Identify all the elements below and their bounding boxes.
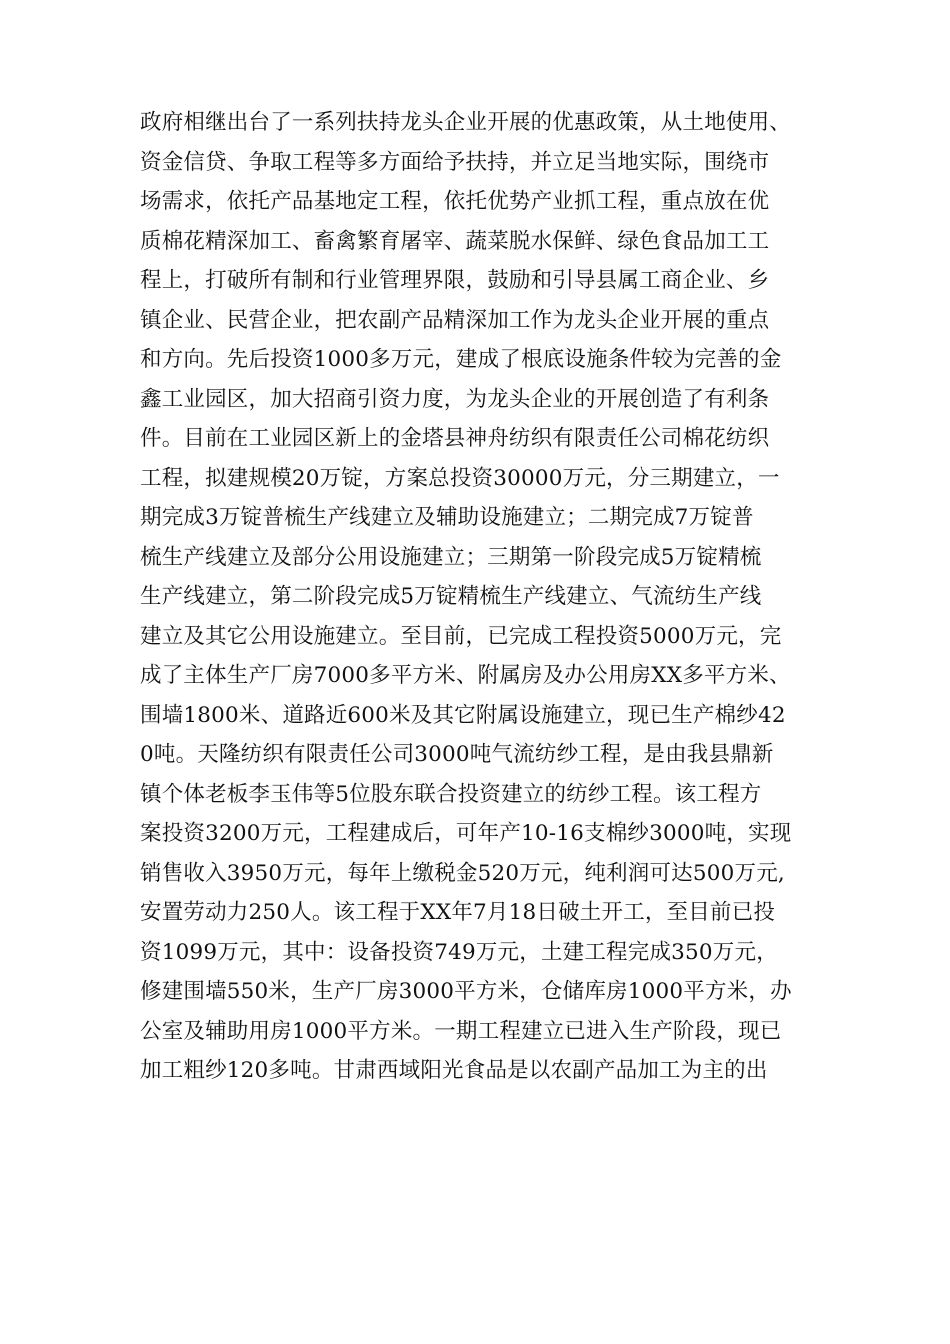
text-line: 梳生产线建立及部分公用设施建立；三期第一阶段完成5万锭精梳: [140, 544, 762, 570]
text-line: 和方向。先后投资1000多万元，建成了根底设施条件较为完善的金: [140, 347, 782, 372]
body-text: [140, 103, 820, 1091]
text-line: 资1099万元，其中：设备投资749万元，土建工程完成350万元，: [140, 939, 778, 965]
text-line: 程上，打破所有制和行业管理界限，鼓励和引导县属工商企业、乡: [140, 268, 770, 293]
text-line: 生产线建立，第二阶段完成5万锭精梳生产线建立、气流纺生产线: [140, 584, 762, 609]
text-line: 政府相继出台了一系列扶持龙头企业开展的优惠政策，从土地使用、: [140, 110, 792, 135]
text-line: 场需求，依托产品基地定工程，依托优势产业抓工程，重点放在优: [140, 189, 770, 214]
text-line: 鑫工业园区，加大招商引资力度，为龙头企业的开展创造了有利条: [140, 386, 770, 412]
text-line: 建立及其它公用设施建立。至目前，已完成工程投资5000万元，完: [140, 623, 782, 649]
text-line: 工程，拟建规模20万锭，方案总投资30000万元，分三期建立，一: [140, 465, 780, 491]
text-line: 围墙1800米、道路近600米及其它附属设施建立，现已生产棉纱42: [140, 702, 786, 728]
text-line: 修建围墙550米，生产厂房3000平方米，仓储库房1000平方米，办: [140, 979, 792, 1004]
text-line: 安置劳动力250人。该工程于XX年7月18日破土开工，至目前已投: [140, 900, 776, 925]
text-line: 案投资3200万元，工程建成后，可年产10-16支棉纱3000吨，实现: [140, 821, 792, 846]
text-line: 质棉花精深加工、畜禽繁育屠宰、蔬菜脱水保鲜、绿色食品加工工: [140, 228, 770, 254]
text-line: 成了主体生产厂房7000多平方米、附属房及办公用房XX多平方米、: [140, 663, 791, 688]
text-line: 加工粗纱120多吨。甘肃西域阳光食品是以农副产品加工为主的出: [140, 1058, 768, 1083]
text-line: 镇企业、民营企业，把农副产品精深加工作为龙头企业开展的重点: [140, 307, 770, 333]
text-line: 镇个体老板李玉伟等5位股东联合投资建立的纺纱工程。该工程方: [140, 781, 762, 807]
text-line: 件。目前在工业园区新上的金塔县神舟纺织有限责任公司棉花纺织: [140, 426, 770, 451]
text-line: 期完成3万锭普梳生产线建立及辅助设施建立；二期完成7万锭普: [140, 505, 754, 530]
text-line: 销售收入3950万元，每年上缴税金520万元，纯利润可达500万元,: [140, 860, 785, 886]
text-line: 公室及辅助用房1000平方米。一期工程建立已进入生产阶段，现已: [140, 1018, 782, 1044]
text-line: 0吨。天隆纺织有限责任公司3000吨气流纺纱工程，是由我县鼎新: [140, 742, 774, 767]
text-line: 资金信贷、争取工程等多方面给予扶持，并立足当地实际，围绕市: [140, 149, 770, 175]
